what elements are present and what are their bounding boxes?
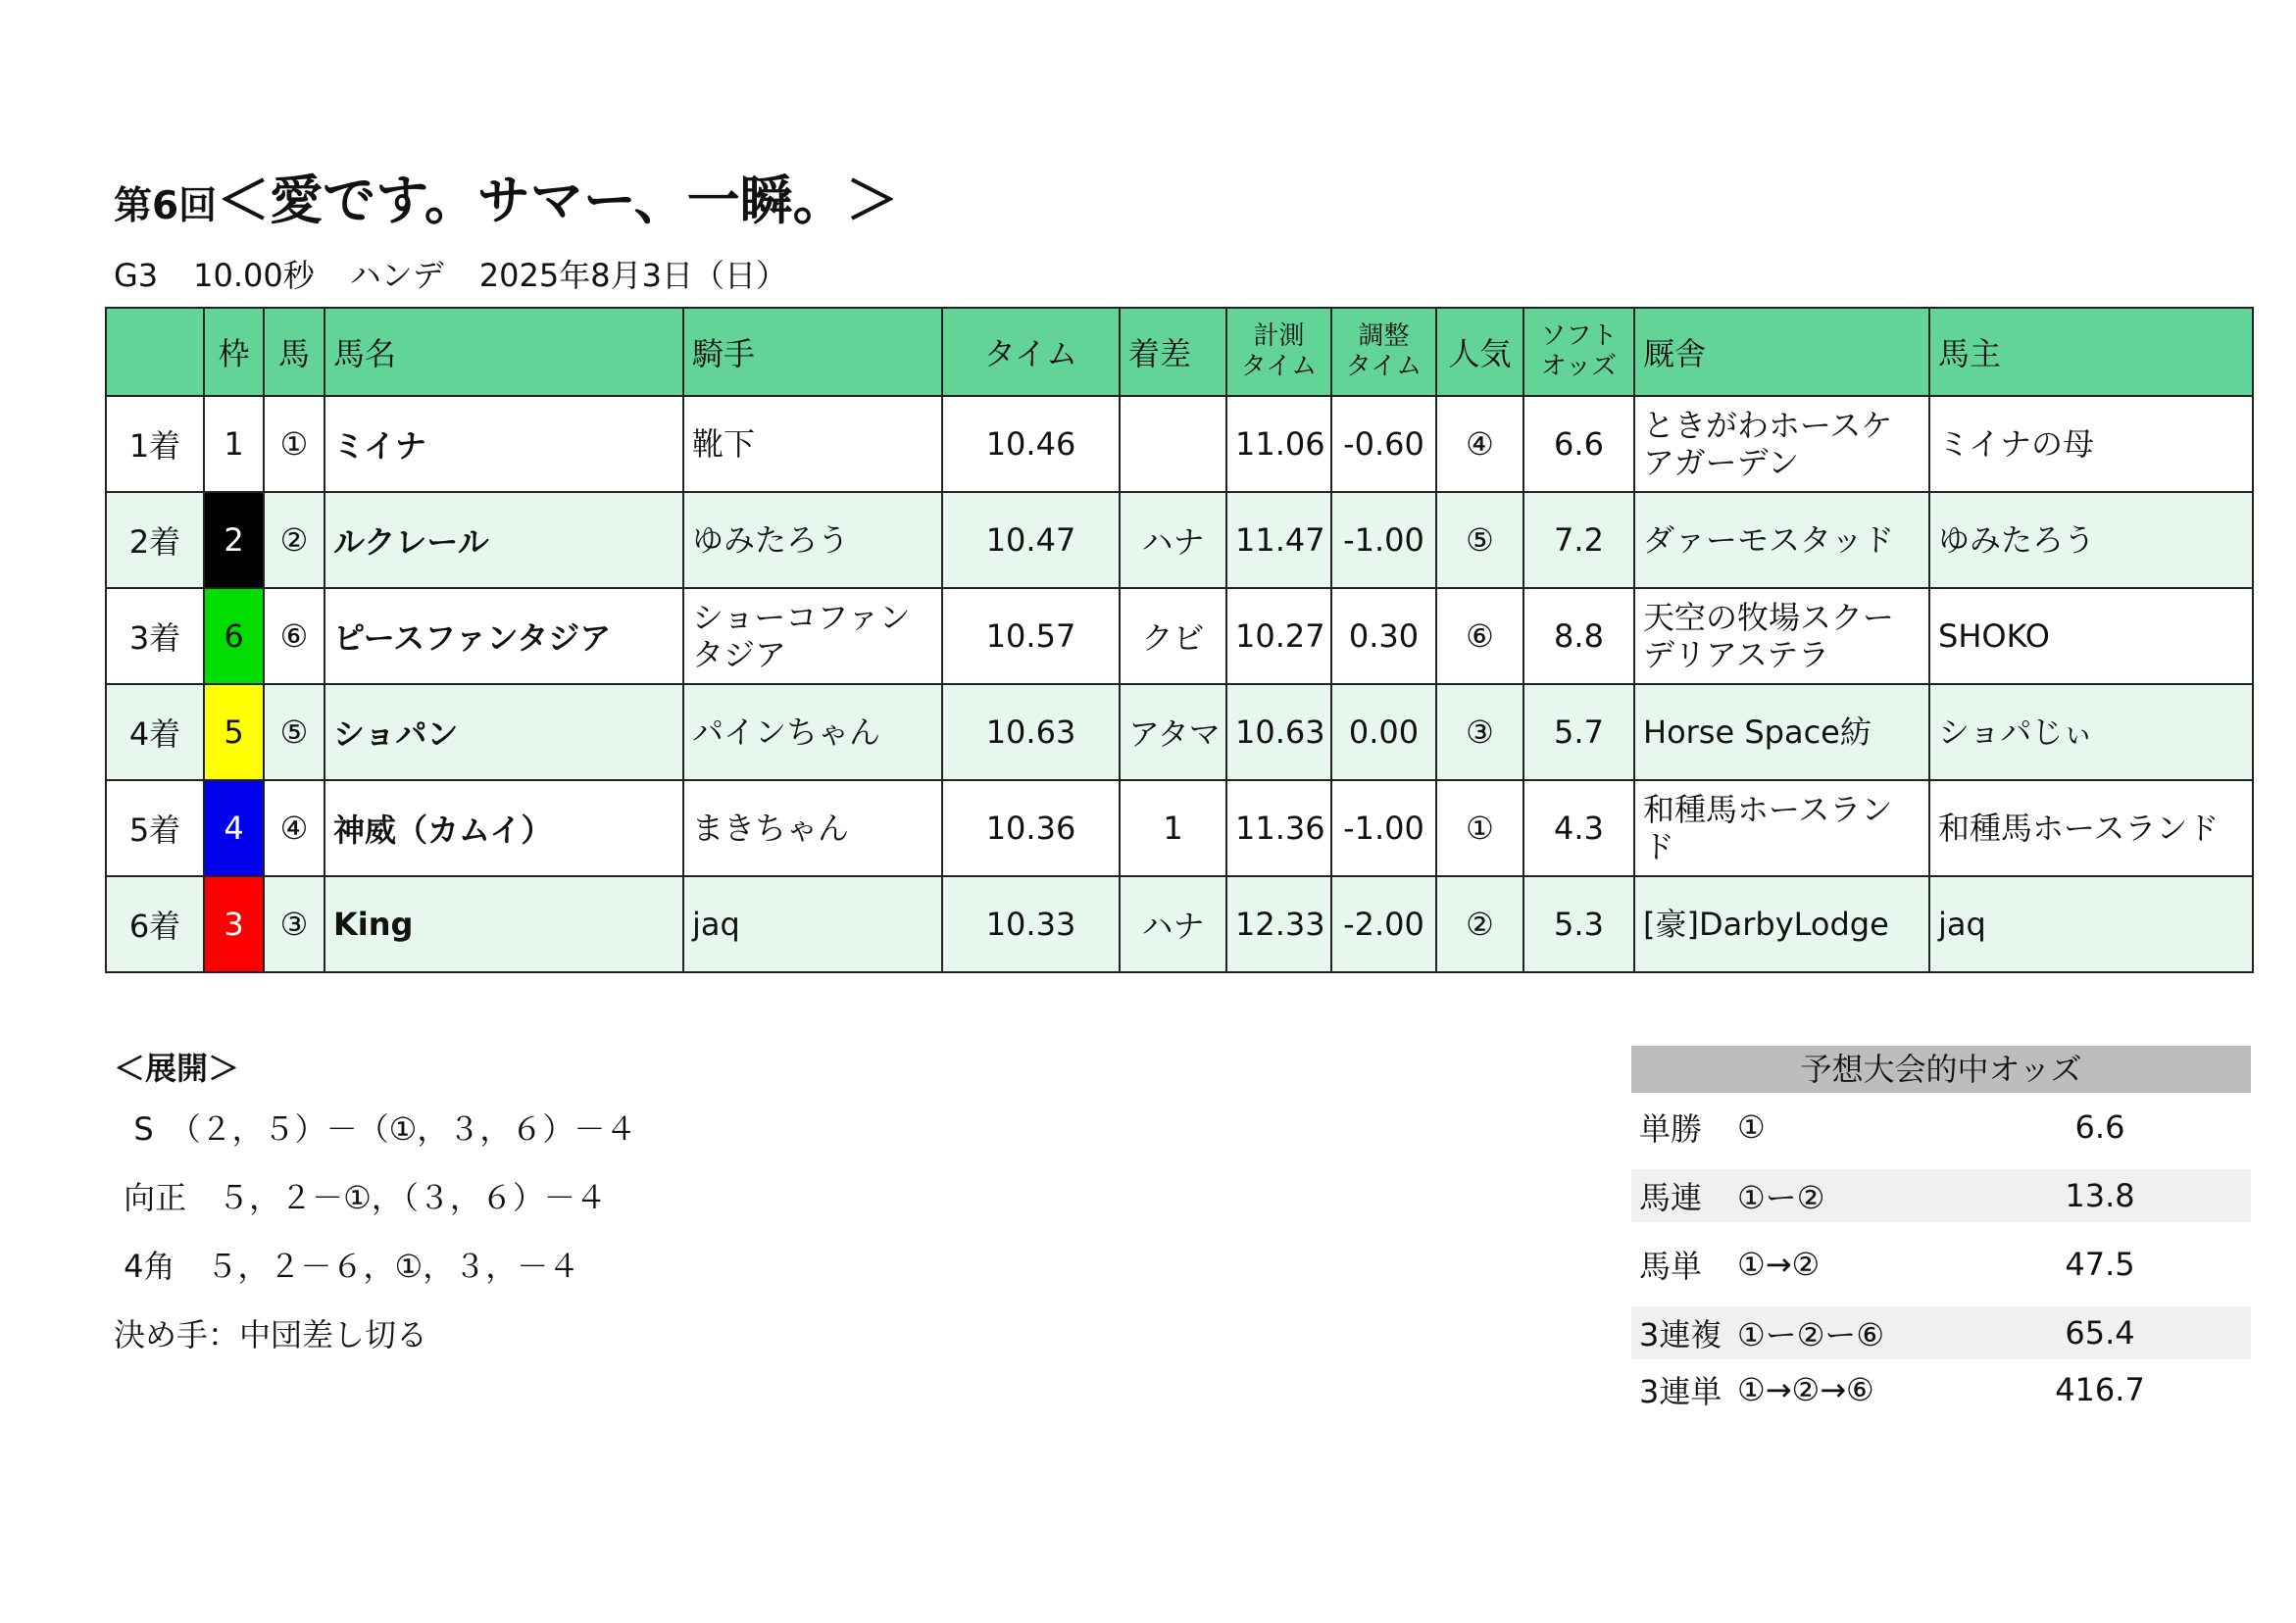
margin-cell: アタマ: [1120, 684, 1226, 780]
place-cell: 1着: [106, 396, 204, 492]
col-stable: 厩舎: [1634, 308, 1929, 396]
horse-number-cell: ②: [264, 492, 324, 588]
stable-cell: ダァーモスタッド: [1634, 492, 1929, 588]
measured-time-cell: 10.27: [1226, 588, 1331, 684]
horse-number-cell: ⑤: [264, 684, 324, 780]
odds-cell: 6.6: [1523, 396, 1634, 492]
race-info: [114, 251, 823, 296]
bet-odds: 416.7: [2055, 1371, 2145, 1408]
popularity-cell: ④: [1436, 396, 1523, 492]
margin-cell: ハナ: [1120, 876, 1226, 972]
margin-cell: 1: [1120, 780, 1226, 876]
development-heading: ＜展開＞: [114, 1050, 240, 1087]
adjust-time-cell: 0.00: [1331, 684, 1436, 780]
odds-row: [1631, 1093, 2251, 1161]
stable-cell: Horse Space紡: [1634, 684, 1929, 780]
bet-type: 3連複: [1639, 1316, 1722, 1353]
odds-cell: 7.2: [1523, 492, 1634, 588]
measured-time-cell: 12.33: [1226, 876, 1331, 972]
race-date: 2025年8月3日（日）: [478, 257, 787, 294]
bet-type: 馬単: [1639, 1248, 1703, 1285]
development-line: S （２，５）－（①，３，６）－４: [114, 1110, 637, 1148]
margin-cell: クビ: [1120, 588, 1226, 684]
owner-cell: jaq: [1929, 876, 2253, 972]
place-cell: 5着: [106, 780, 204, 876]
odds-cell: 5.7: [1523, 684, 1634, 780]
time-cell: 10.33: [942, 876, 1120, 972]
horse-number-cell: ④: [264, 780, 324, 876]
development-line: 4角 ５，２－６，①，３，－４: [114, 1248, 580, 1285]
margin-cell: ハナ: [1120, 492, 1226, 588]
frame-cell: 4: [204, 780, 264, 876]
popularity-cell: ①: [1436, 780, 1523, 876]
adjust-time-cell: -2.00: [1331, 876, 1436, 972]
measured-time-cell: 10.63: [1226, 684, 1331, 780]
time-cell: 10.36: [942, 780, 1120, 876]
stable-cell: ときがわホースケアガーデン: [1634, 396, 1929, 492]
place-cell: 3着: [106, 588, 204, 684]
col-popularity: 人気: [1436, 308, 1523, 396]
frame-cell: 3: [204, 876, 264, 972]
prediction-odds: [1631, 1046, 2251, 1412]
table-row: [106, 684, 2253, 780]
bet-combo: ①ー②ー⑥: [1737, 1316, 1885, 1353]
odds-cell: 4.3: [1523, 780, 1634, 876]
adjust-time-cell: -0.60: [1331, 396, 1436, 492]
finishing-move: 決め手：中団差し切る: [114, 1316, 428, 1353]
place-cell: 4着: [106, 684, 204, 780]
frame-cell: 6: [204, 588, 264, 684]
jockey-cell: 靴下: [683, 396, 942, 492]
jockey-cell: jaq: [683, 876, 942, 972]
bet-type: 3連単: [1639, 1373, 1722, 1410]
adjust-time-cell: -1.00: [1331, 492, 1436, 588]
horse-name-cell: 神威（カムイ）: [324, 780, 683, 876]
col-frame: 枠: [204, 308, 264, 396]
odds-cell: 5.3: [1523, 876, 1634, 972]
bet-combo: ①ー②: [1737, 1179, 1825, 1216]
table-row: [106, 396, 2253, 492]
popularity-cell: ⑥: [1436, 588, 1523, 684]
bet-type: 馬連: [1639, 1179, 1703, 1216]
adjust-time-cell: 0.30: [1331, 588, 1436, 684]
col-adjust: 調整 タイム: [1331, 308, 1436, 396]
stable-cell: 天空の牧場スクーデリアステラ: [1634, 588, 1929, 684]
time-cell: 10.63: [942, 684, 1120, 780]
table-row: [106, 588, 2253, 684]
horse-name-cell: ショパン: [324, 684, 683, 780]
frame-cell: 5: [204, 684, 264, 780]
bet-combo: ①: [1737, 1108, 1766, 1146]
horse-name-cell: ルクレール: [324, 492, 683, 588]
jockey-cell: ゆみたろう: [683, 492, 942, 588]
time-cell: 10.57: [942, 588, 1120, 684]
col-measured: 計測 タイム: [1226, 308, 1331, 396]
odds-row: [1631, 1306, 2251, 1359]
bet-combo: ①→②: [1737, 1246, 1821, 1283]
bet-odds: 13.8: [2065, 1177, 2135, 1214]
bet-type: 単勝: [1639, 1110, 1703, 1148]
race-name: ＜愛です。サマー、一瞬。＞: [217, 170, 899, 231]
stable-cell: [豪]DarbyLodge: [1634, 876, 1929, 972]
table-header: [106, 308, 2253, 396]
place-cell: 6着: [106, 876, 204, 972]
race-grade: G3: [114, 257, 159, 294]
col-owner: 馬主: [1929, 308, 2253, 396]
development-line: 向正 ５，２－①，（３，６）－４: [114, 1179, 607, 1216]
col-horse: 馬名: [324, 308, 683, 396]
odds-cell: 8.8: [1523, 588, 1634, 684]
race-development: [114, 1044, 636, 1369]
col-place: [106, 308, 204, 396]
owner-cell: ショパじぃ: [1929, 684, 2253, 780]
race-edition: 第6回: [114, 184, 218, 228]
frame-cell: 2: [204, 492, 264, 588]
horse-name-cell: King: [324, 876, 683, 972]
results-table: [105, 307, 2254, 973]
race-time: 10.00秒: [193, 257, 315, 294]
stable-cell: 和種馬ホースランド: [1634, 780, 1929, 876]
time-cell: 10.46: [942, 396, 1120, 492]
odds-row: [1631, 1230, 2251, 1299]
horse-number-cell: ③: [264, 876, 324, 972]
popularity-cell: ⑤: [1436, 492, 1523, 588]
col-odds: ソフト オッズ: [1523, 308, 1634, 396]
jockey-cell: まきちゃん: [683, 780, 942, 876]
owner-cell: SHOKO: [1929, 588, 2253, 684]
odds-row: [1631, 1169, 2251, 1222]
table-row: [106, 780, 2253, 876]
margin-cell: [1120, 396, 1226, 492]
adjust-time-cell: -1.00: [1331, 780, 1436, 876]
bet-odds: 6.6: [2074, 1108, 2125, 1146]
col-number: 馬: [264, 308, 324, 396]
col-margin: 着差: [1120, 308, 1226, 396]
horse-name-cell: ミイナ: [324, 396, 683, 492]
bet-odds: 65.4: [2065, 1314, 2135, 1352]
measured-time-cell: 11.36: [1226, 780, 1331, 876]
frame-cell: 1: [204, 396, 264, 492]
odds-row: [1631, 1367, 2251, 1412]
table-row: [106, 876, 2253, 972]
odds-heading: 予想大会的中オッズ: [1631, 1046, 2251, 1093]
measured-time-cell: 11.47: [1226, 492, 1331, 588]
place-cell: 2着: [106, 492, 204, 588]
horse-name-cell: ピースファンタジア: [324, 588, 683, 684]
measured-time-cell: 11.06: [1226, 396, 1331, 492]
horse-number-cell: ⑥: [264, 588, 324, 684]
col-jockey: 騎手: [683, 308, 942, 396]
col-time: タイム: [942, 308, 1120, 396]
race-title: [114, 159, 899, 233]
popularity-cell: ③: [1436, 684, 1523, 780]
jockey-cell: パインちゃん: [683, 684, 942, 780]
popularity-cell: ②: [1436, 876, 1523, 972]
race-condition: ハンデ: [349, 257, 444, 294]
jockey-cell: ショーコファンタジア: [683, 588, 942, 684]
bet-odds: 47.5: [2065, 1246, 2135, 1283]
bet-combo: ①→②→⑥: [1737, 1371, 1874, 1408]
table-row: [106, 492, 2253, 588]
owner-cell: 和種馬ホースランド: [1929, 780, 2253, 876]
owner-cell: ゆみたろう: [1929, 492, 2253, 588]
horse-number-cell: ①: [264, 396, 324, 492]
time-cell: 10.47: [942, 492, 1120, 588]
owner-cell: ミイナの母: [1929, 396, 2253, 492]
